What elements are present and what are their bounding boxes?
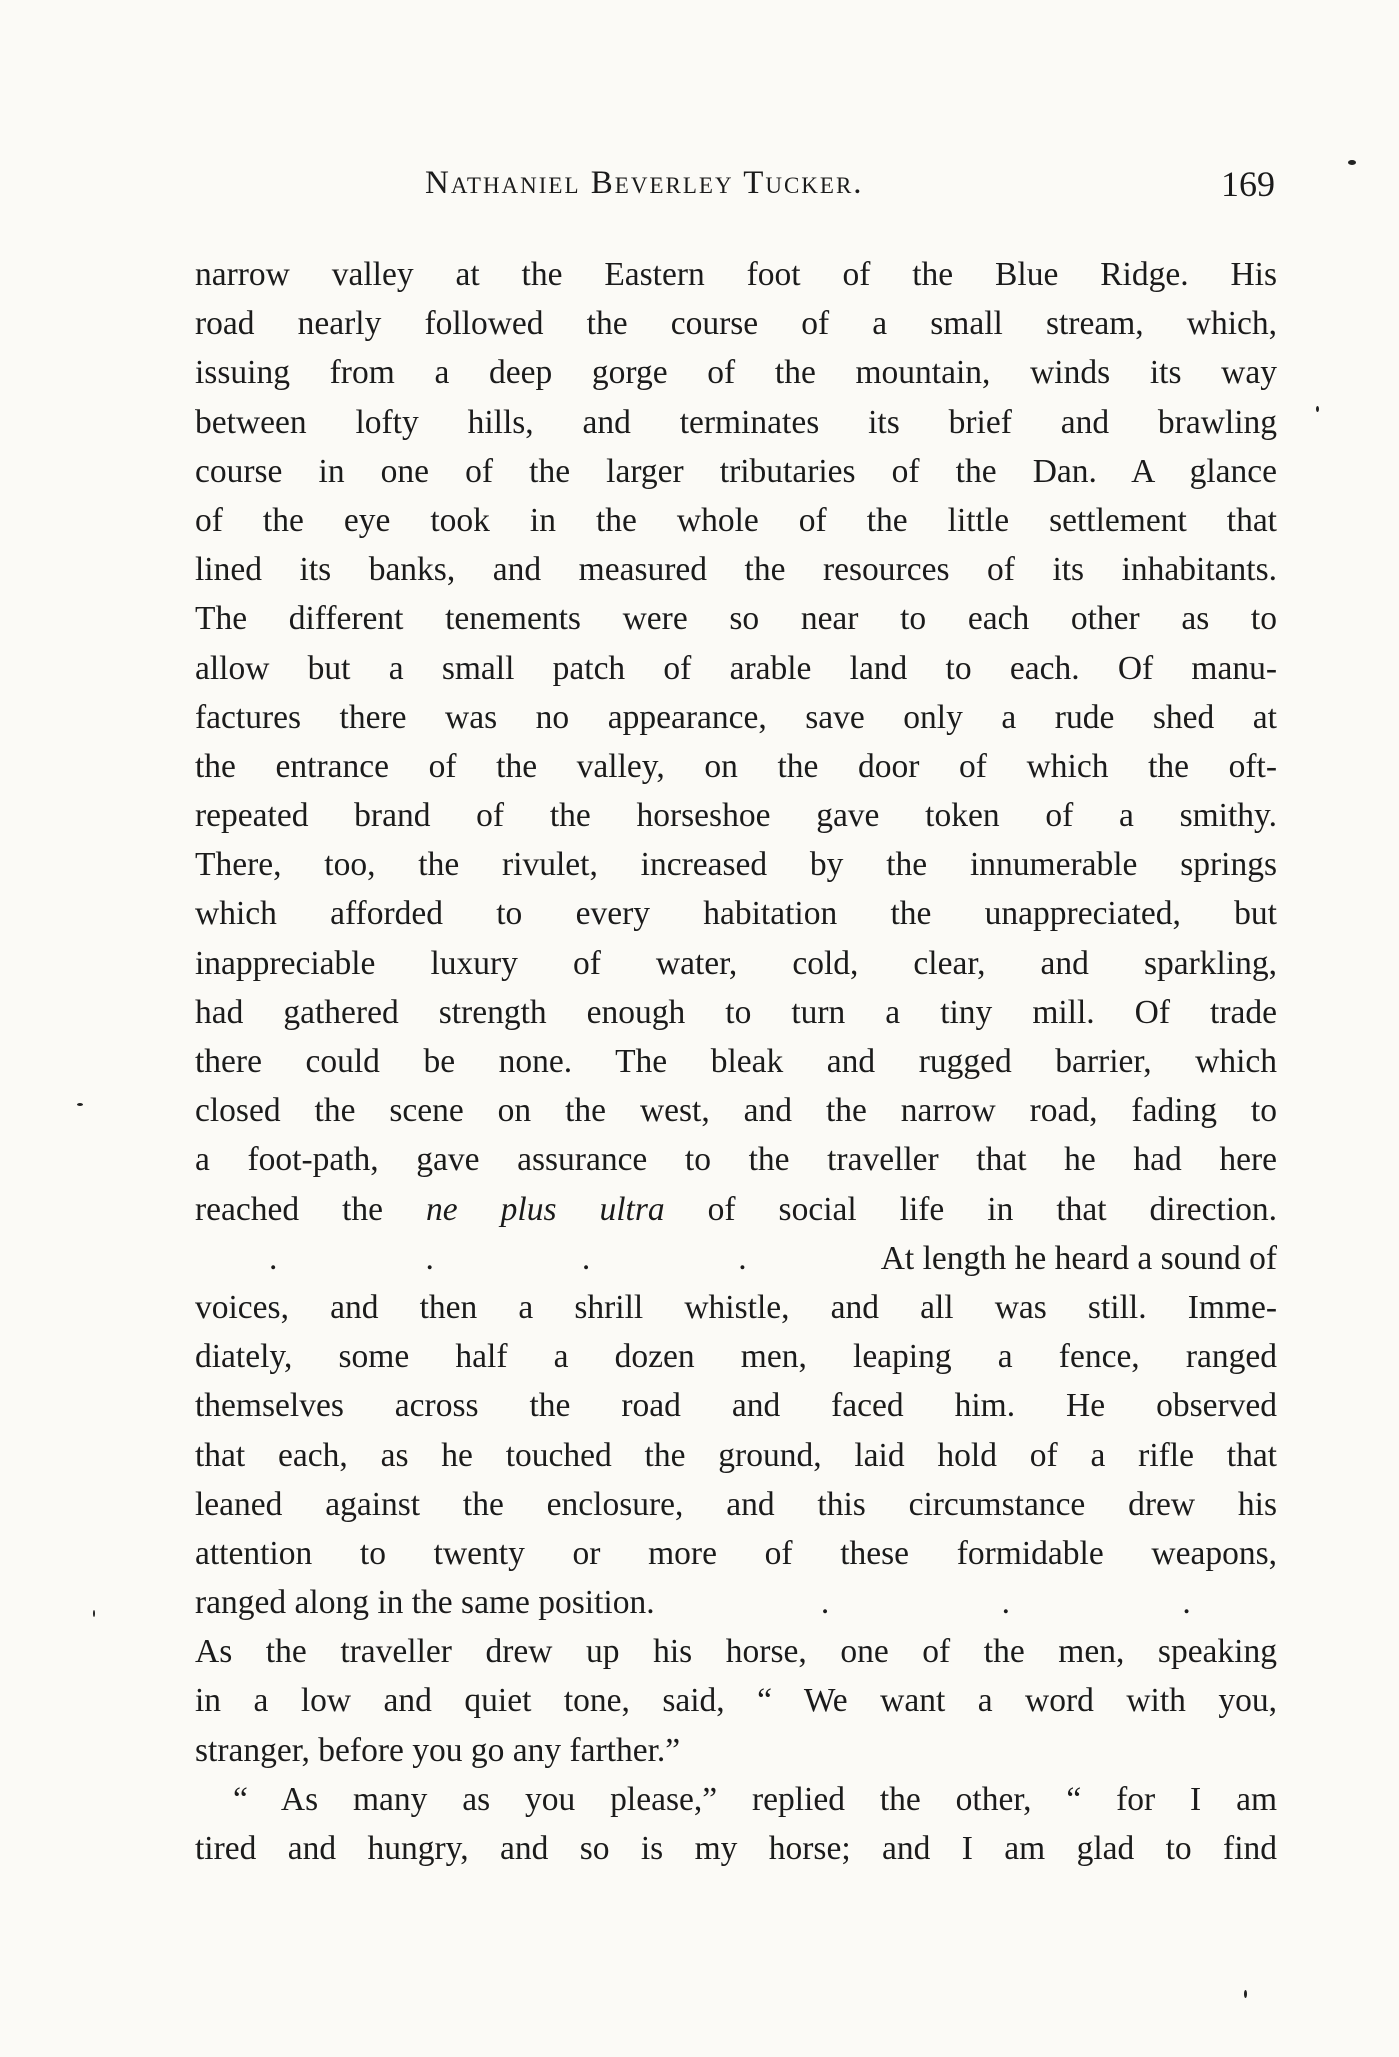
text-line-12: repeated brand of the horseshoe gave token of a smithy. [195, 797, 1277, 835]
text-line-28: ranged along in the same position. . . . [195, 1578, 1277, 1627]
text-line-5: course in one of the larger tributaries of the Dan. A glance [195, 452, 1277, 490]
text-line-c-1: As the traveller drew up his horse, one of the men, speaking [195, 1633, 1277, 1671]
text-line-b-6: attention to twenty or more of these formidable weapons, [195, 1534, 1277, 1572]
text-line-3: issuing from a deep gorge of the mountain, winds its way [195, 354, 1277, 392]
text-line-18: closed the scene on the west, and the narrow road, fading to [195, 1092, 1277, 1130]
text-line-8: The different tenements were so near to each other as to [195, 600, 1277, 638]
text-line-20: reached the ne plus ultra of social life in that direction. [195, 1190, 1277, 1228]
page-header [195, 165, 1275, 215]
text-line-10: factures there was no appearance, save only a rude shed at [195, 698, 1277, 736]
scan-speck [1316, 406, 1319, 412]
text-line-7: lined its banks, and measured the resources of its inhabitants. [195, 551, 1277, 589]
text-line-b-5: leaned against the enclosure, and this circumstance drew his [195, 1485, 1277, 1523]
scan-speck [77, 1103, 83, 1106]
text-line-21: . . . . At length he heard a sound of [195, 1234, 1277, 1283]
text-line-16: had gathered strength enough to turn a tiny mill. Of trade [195, 993, 1277, 1031]
text-line-11: the entrance of the valley, on the door of which the oft- [195, 747, 1277, 785]
text-line-13: There, too, the rivulet, increased by the innumerable springs [195, 846, 1277, 884]
text-line-32: “ As many as you please,” replied the other, “ for I am [233, 1780, 1277, 1818]
text-line-4: between lofty hills, and terminates its brief and brawling [195, 403, 1277, 441]
text-line-b-3: themselves across the road and faced him. He observed [195, 1387, 1277, 1425]
text-line-1: narrow valley at the Eastern foot of the Blue Ridge. His [195, 256, 1277, 293]
text-line-b-4: that each, as he touched the ground, laid hold of a rifle that [195, 1436, 1277, 1474]
text-line-9: allow but a small patch of arable land to each. Of manu- [195, 649, 1277, 687]
text-line-14: which afforded to every habitation the unappreciated, but [195, 895, 1277, 933]
text-line-6: of the eye took in the whole of the little settlement that [195, 501, 1277, 539]
scan-speck [1348, 160, 1356, 165]
running-head: Nathaniel Beverley Tucker. [425, 165, 864, 201]
scan-speck [1244, 1990, 1247, 1998]
latin-phrase: ne plus ultra [426, 1190, 665, 1228]
text-line-17: there could be none. The bleak and rugged barrier, which [195, 1043, 1277, 1080]
page-number: 169 [1221, 164, 1275, 204]
text-line-b-1: voices, and then a shrill whistle, and all was still. Imme- [195, 1288, 1277, 1326]
text-line-19: a foot-path, gave assurance to the traveller that he had here [195, 1141, 1277, 1179]
body-text [195, 250, 1277, 1873]
scan-speck [93, 1610, 95, 1617]
text-line-c-2: in a low and quiet tone, said, “ We want a word with you, [195, 1682, 1277, 1720]
text-line-31: stranger, before you go any farther.” [195, 1731, 681, 1769]
ellipsis-dots: . . . . [269, 1239, 747, 1277]
text-line-b-2: diately, some half a dozen men, leaping a fence, ranged [195, 1338, 1277, 1376]
text-line-2: road nearly followed the course of a small stream, which, [195, 305, 1277, 343]
text-line-15: inappreciable luxury of water, cold, clear, and sparkling, [195, 944, 1277, 982]
ellipsis-dots: . . . [820, 1584, 1191, 1622]
text-line-33: tired and hungry, and so is my horse; and I am glad to find [195, 1830, 1277, 1867]
